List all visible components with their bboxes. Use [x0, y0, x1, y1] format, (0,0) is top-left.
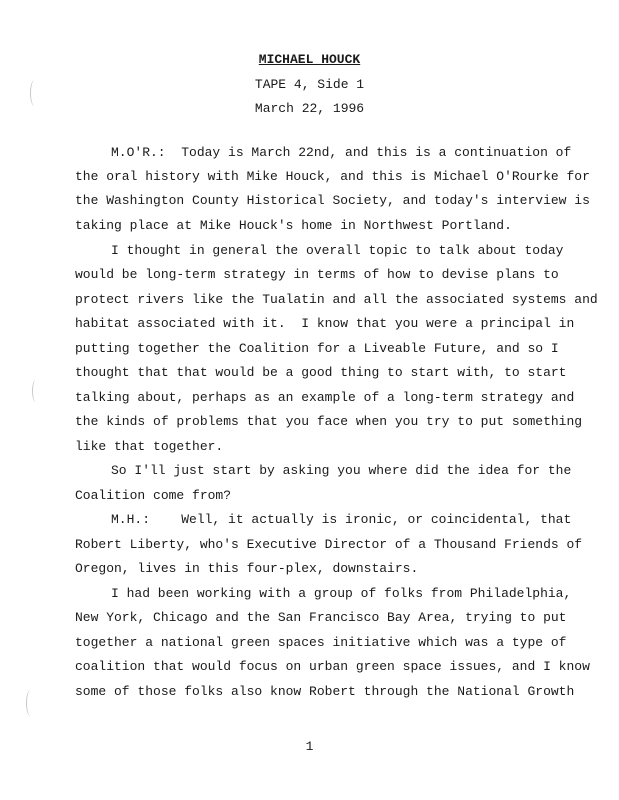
text-line: like that together.	[75, 439, 224, 454]
text-line: New York, Chicago and the San Francisco Bay Area, trying to put	[75, 610, 567, 625]
text-line: talking about, perhaps as an example of a long-term strategy and	[75, 390, 575, 405]
text-line: Oregon, lives in this four-plex, downstairs.	[75, 561, 419, 576]
text-line: taking place at Mike Houck's home in Northwest Portland.	[75, 218, 512, 233]
interview-date: March 22, 1996	[254, 101, 365, 116]
text-line: thought that that would be a good thing to start with, to start	[75, 365, 567, 380]
text-line: together a national green spaces initiative which was a type of	[75, 635, 567, 650]
punch-mark-middle	[32, 380, 39, 402]
text-line: putting together the Coalition for a Liveable Future, and so I	[75, 341, 559, 356]
text-line: Coalition come from?	[75, 488, 232, 503]
text-line: coalition that would focus on urban green space issues, and I know	[75, 659, 590, 674]
text-line: the oral history with Mike Houck, and this is Michael O'Rourke for	[75, 169, 590, 184]
text-line: would be long-term strategy in terms of how to devise plans to	[75, 267, 559, 282]
page-number: 1	[305, 739, 314, 754]
text-line: the Washington County Historical Society, and today's interview is	[75, 193, 590, 208]
punch-mark-bottom	[26, 690, 35, 716]
text-line: the kinds of problems that you face when you try to put something	[75, 414, 583, 429]
text-line: habitat associated with it. I know that you were a principal in	[75, 316, 575, 331]
text-line: So I'll just start by asking you where did the idea for the	[111, 463, 572, 478]
interviewee-name: MICHAEL HOUCK	[258, 52, 361, 67]
text-line: Robert Liberty, who's Executive Director of a Thousand Friends of	[75, 537, 583, 552]
text-line: some of those folks also know Robert through the National Growth	[75, 684, 575, 699]
tape-label: TAPE 4, Side 1	[254, 77, 365, 92]
text-line: protect rivers like the Tualatin and all the associated systems and	[75, 292, 598, 307]
text-line: I thought in general the overall topic to talk about today	[111, 243, 564, 258]
text-line: M.O'R.: Today is March 22nd, and this is a continuation of	[111, 145, 572, 160]
text-line: I had been working with a group of folks from Philadelphia,	[111, 586, 572, 601]
text-line: M.H.: Well, it actually is ironic, or coincidental, that	[111, 512, 572, 527]
